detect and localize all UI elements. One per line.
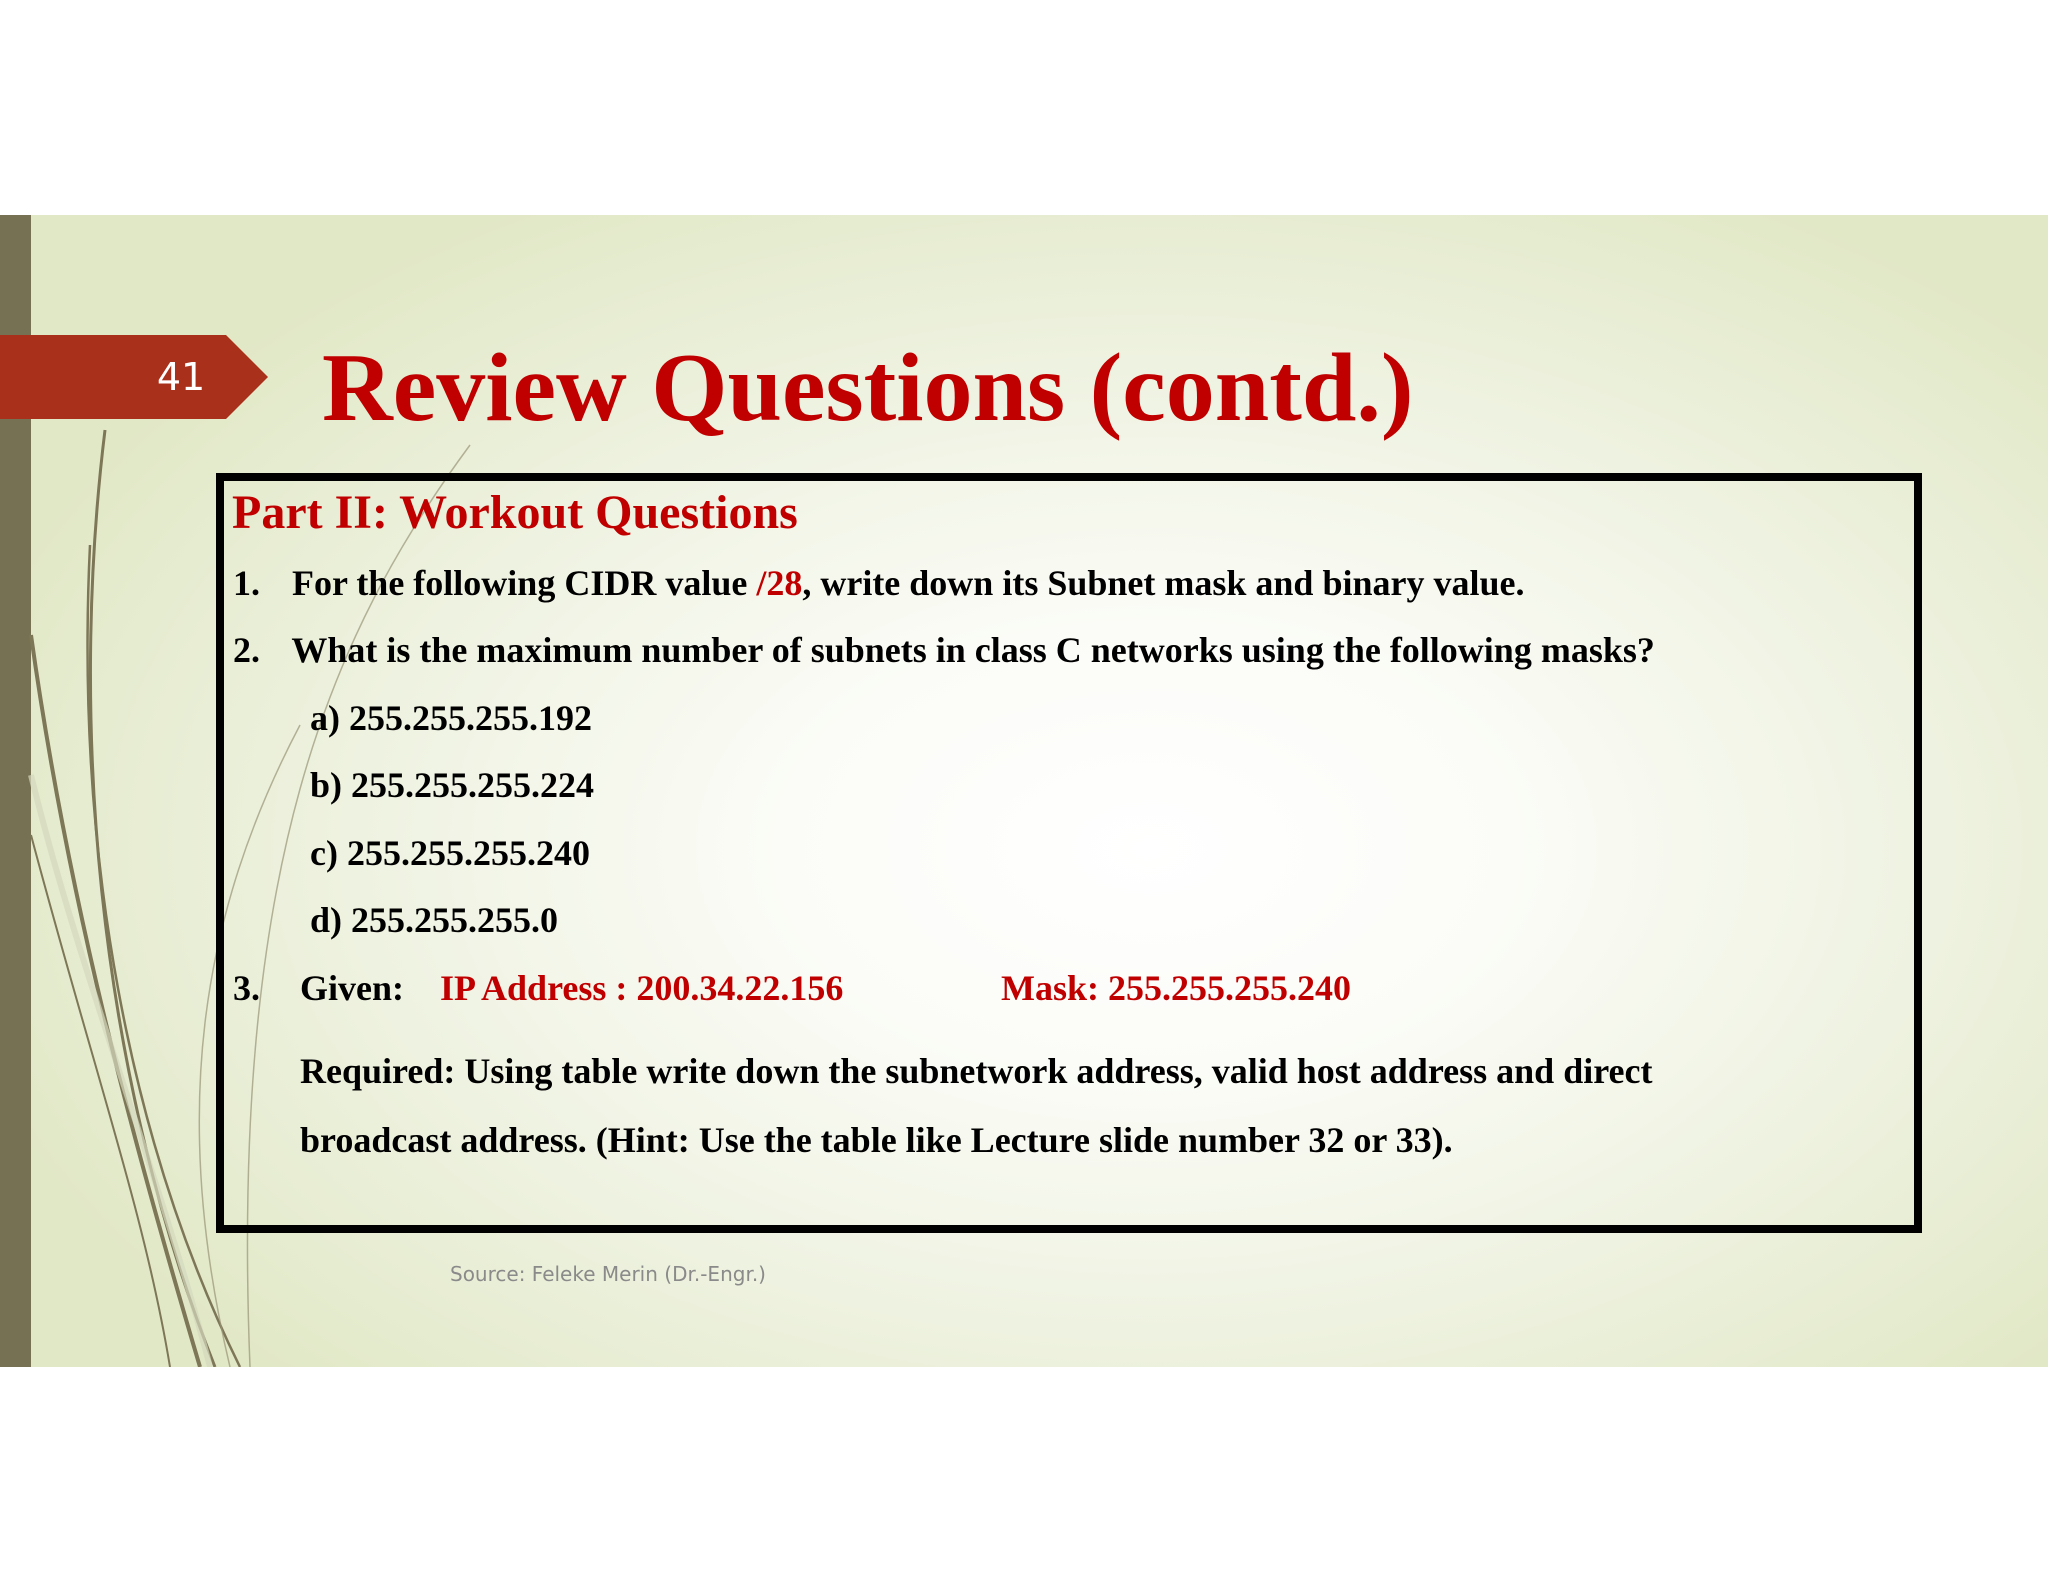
option-label: c) [310, 833, 338, 873]
question-1-number: 1. [233, 563, 260, 603]
question-2-text: What is the maximum number of subnets in class C networks using the following masks? [291, 630, 1655, 670]
cidr-value: /28 [756, 563, 803, 603]
ip-address: IP Address : 200.34.22.156 [440, 968, 844, 1008]
question-1-text-end: , write down its Subnet mask and binary value. [802, 563, 1525, 603]
option-value: 255.255.255.224 [351, 765, 595, 805]
part-heading: Part II: Workout Questions [232, 486, 798, 539]
option-value: 255.255.255.192 [349, 698, 592, 738]
option-label: b) [310, 765, 343, 805]
option-a [310, 695, 592, 741]
question-1 [233, 560, 1524, 606]
option-c [310, 830, 590, 876]
slide-title: Review Questions (contd.) [322, 334, 1414, 442]
option-value: 255.255.255.240 [346, 833, 590, 873]
slide-number: 41 [156, 355, 206, 399]
option-b [310, 762, 594, 808]
question-2 [233, 627, 1655, 673]
subnet-mask: Mask: 255.255.255.240 [1001, 968, 1351, 1008]
slide [0, 215, 2048, 1367]
question-1-text-start: For the following CIDR value [292, 563, 757, 603]
option-value: 255.255.255.0 [351, 900, 559, 940]
option-label: a) [310, 698, 340, 738]
question-3-number: 3. [233, 968, 260, 1008]
option-label: d) [310, 900, 343, 940]
source-credit: Source: Feleke Merin (Dr.-Engr.) [450, 1262, 766, 1286]
required-line-2: broadcast address. (Hint: Use the table like Lecture slide number 32 or 33). [300, 1120, 1453, 1160]
given-label: Given: [300, 968, 404, 1008]
question-2-number: 2. [233, 630, 260, 670]
required-line-1: Required: Using table write down the subnetwork address, valid host address and direct [300, 1051, 1653, 1091]
slide-number-tag [0, 335, 268, 419]
option-d [310, 897, 558, 943]
